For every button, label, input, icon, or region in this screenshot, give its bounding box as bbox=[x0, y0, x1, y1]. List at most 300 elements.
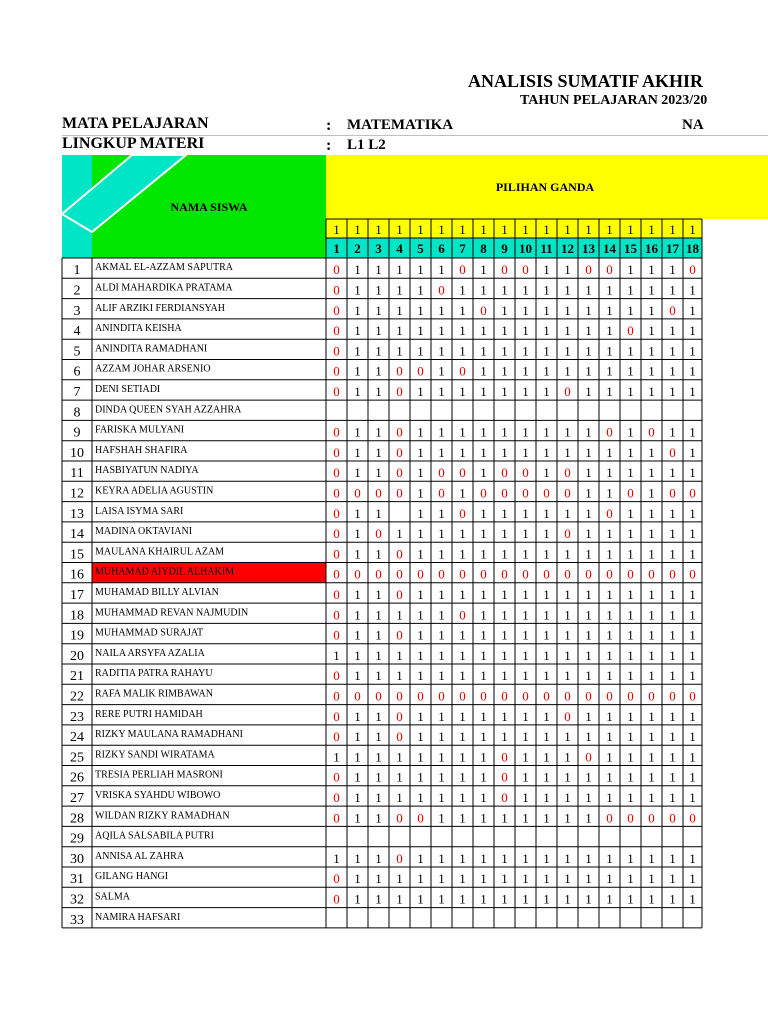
score-cell: 1 bbox=[438, 607, 445, 623]
score-cell: 1 bbox=[459, 668, 466, 684]
question-number: 6 bbox=[438, 241, 445, 256]
row-number: 14 bbox=[70, 527, 84, 543]
score-cell: 1 bbox=[648, 363, 655, 379]
score-cell: 1 bbox=[459, 789, 466, 805]
score-cell: 1 bbox=[627, 708, 634, 724]
score-cell: 1 bbox=[669, 586, 676, 602]
report-subtitle: TAHUN PELAJARAN 2023/20 bbox=[520, 93, 708, 108]
score-cell: 0 bbox=[501, 485, 508, 501]
score-cell: 1 bbox=[438, 526, 445, 542]
score-cell: 1 bbox=[669, 708, 676, 724]
score-cell: 1 bbox=[396, 749, 403, 765]
score-cell: 1 bbox=[627, 789, 634, 805]
score-cell: 1 bbox=[459, 647, 466, 663]
score-cell: 1 bbox=[396, 789, 403, 805]
score-cell: 1 bbox=[543, 668, 550, 684]
score-cell: 0 bbox=[375, 485, 382, 501]
score-cell: 0 bbox=[564, 526, 571, 542]
question-number: 9 bbox=[501, 241, 508, 256]
score-cell: 1 bbox=[689, 729, 696, 745]
score-cell: 1 bbox=[689, 323, 696, 339]
score-cell: 1 bbox=[438, 627, 445, 643]
score-cell: 1 bbox=[669, 526, 676, 542]
score-cell: 0 bbox=[417, 810, 424, 826]
score-cell: 1 bbox=[417, 424, 424, 440]
score-cell: 0 bbox=[627, 566, 634, 582]
student-name: GILANG HANGI bbox=[95, 871, 169, 883]
weight-cell: 1 bbox=[564, 222, 571, 237]
row-number: 5 bbox=[73, 344, 81, 360]
row-number: 3 bbox=[73, 303, 81, 319]
row-number: 12 bbox=[70, 486, 84, 502]
score-cell: 1 bbox=[648, 444, 655, 460]
score-cell: 0 bbox=[606, 262, 613, 278]
score-cell: 1 bbox=[396, 262, 403, 278]
score-cell: 1 bbox=[417, 708, 424, 724]
score-cell: 0 bbox=[648, 688, 655, 704]
score-cell: 1 bbox=[396, 647, 403, 663]
score-cell: 1 bbox=[564, 647, 571, 663]
score-cell: 1 bbox=[522, 505, 529, 521]
score-cell: 1 bbox=[627, 546, 634, 562]
score-cell: 1 bbox=[480, 526, 487, 542]
score-cell: 1 bbox=[669, 769, 676, 785]
score-cell: 1 bbox=[438, 749, 445, 765]
score-cell: 1 bbox=[606, 546, 613, 562]
score-cell: 1 bbox=[522, 647, 529, 663]
score-cell: 1 bbox=[543, 729, 550, 745]
score-cell: 1 bbox=[459, 444, 466, 460]
score-cell: 0 bbox=[438, 566, 445, 582]
score-cell: 0 bbox=[333, 586, 340, 602]
score-cell: 0 bbox=[417, 363, 424, 379]
score-cell: 1 bbox=[627, 505, 634, 521]
score-cell: 1 bbox=[417, 465, 424, 481]
row-number: 25 bbox=[70, 750, 84, 766]
score-cell: 1 bbox=[438, 668, 445, 684]
score-cell: 1 bbox=[585, 810, 592, 826]
question-number: 11 bbox=[540, 241, 553, 256]
score-cell: 1 bbox=[480, 546, 487, 562]
score-cell: 0 bbox=[543, 688, 550, 704]
score-cell: 0 bbox=[501, 789, 508, 805]
score-cell: 1 bbox=[648, 789, 655, 805]
score-cell: 1 bbox=[627, 383, 634, 399]
score-cell: 1 bbox=[354, 586, 361, 602]
score-cell: 1 bbox=[543, 891, 550, 907]
student-name: RAFA MALIK RIMBAWAN bbox=[95, 688, 213, 700]
score-cell: 0 bbox=[333, 465, 340, 481]
score-cell: 0 bbox=[648, 424, 655, 440]
score-cell: 1 bbox=[375, 871, 382, 887]
score-cell: 1 bbox=[627, 363, 634, 379]
weight-cell: 1 bbox=[689, 222, 696, 237]
score-cell: 0 bbox=[333, 688, 340, 704]
score-cell: 1 bbox=[669, 363, 676, 379]
score-cell: 1 bbox=[627, 647, 634, 663]
score-cell: 0 bbox=[606, 566, 613, 582]
score-cell: 1 bbox=[627, 526, 634, 542]
score-cell: 0 bbox=[396, 729, 403, 745]
row-number: 29 bbox=[70, 831, 84, 847]
score-cell: 0 bbox=[501, 749, 508, 765]
score-cell: 0 bbox=[333, 343, 340, 359]
score-cell: 1 bbox=[459, 323, 466, 339]
score-cell: 1 bbox=[354, 871, 361, 887]
score-cell: 1 bbox=[627, 343, 634, 359]
student-name: ALDI MAHARDIKA PRATAMA bbox=[95, 282, 233, 294]
row-number: 26 bbox=[70, 770, 84, 786]
score-cell: 0 bbox=[480, 566, 487, 582]
score-cell: 1 bbox=[438, 891, 445, 907]
student-name: ALIF ARZIKI FERDIANSYAH bbox=[95, 302, 226, 314]
row-number: 30 bbox=[70, 851, 84, 867]
score-cell: 1 bbox=[375, 668, 382, 684]
score-cell: 1 bbox=[689, 708, 696, 724]
score-cell: 1 bbox=[459, 871, 466, 887]
score-cell: 1 bbox=[417, 505, 424, 521]
score-cell: 1 bbox=[543, 262, 550, 278]
score-cell: 1 bbox=[669, 729, 676, 745]
score-cell: 1 bbox=[564, 668, 571, 684]
row-number: 17 bbox=[70, 587, 84, 603]
score-cell: 1 bbox=[585, 647, 592, 663]
row-number: 15 bbox=[70, 547, 84, 563]
score-cell: 0 bbox=[689, 566, 696, 582]
score-cell: 0 bbox=[689, 688, 696, 704]
score-cell: 1 bbox=[501, 729, 508, 745]
score-cell: 1 bbox=[606, 444, 613, 460]
score-cell: 0 bbox=[606, 424, 613, 440]
weight-cell: 1 bbox=[354, 222, 361, 237]
score-cell: 1 bbox=[375, 343, 382, 359]
score-cell: 1 bbox=[417, 850, 424, 866]
score-cell: 1 bbox=[459, 729, 466, 745]
score-cell: 1 bbox=[585, 850, 592, 866]
score-cell: 1 bbox=[564, 546, 571, 562]
row-number: 8 bbox=[73, 405, 81, 421]
weight-cell: 1 bbox=[669, 222, 676, 237]
score-cell: 1 bbox=[648, 343, 655, 359]
score-cell: 1 bbox=[480, 729, 487, 745]
score-cell: 1 bbox=[522, 383, 529, 399]
score-cell: 1 bbox=[564, 343, 571, 359]
score-cell: 0 bbox=[396, 485, 403, 501]
score-cell: 1 bbox=[354, 850, 361, 866]
score-cell: 1 bbox=[417, 891, 424, 907]
score-cell: 1 bbox=[459, 627, 466, 643]
score-cell: 1 bbox=[438, 343, 445, 359]
score-cell: 1 bbox=[438, 505, 445, 521]
score-cell: 0 bbox=[354, 566, 361, 582]
score-cell: 1 bbox=[669, 871, 676, 887]
score-cell: 1 bbox=[648, 647, 655, 663]
score-cell: 1 bbox=[501, 323, 508, 339]
score-cell: 0 bbox=[627, 810, 634, 826]
score-cell: 1 bbox=[543, 749, 550, 765]
score-cell: 1 bbox=[669, 749, 676, 765]
score-cell: 1 bbox=[606, 485, 613, 501]
score-cell: 1 bbox=[354, 708, 361, 724]
score-cell: 1 bbox=[459, 485, 466, 501]
row-number: 7 bbox=[73, 384, 81, 400]
question-number: 5 bbox=[417, 241, 424, 256]
score-cell: 1 bbox=[522, 668, 529, 684]
score-cell: 1 bbox=[417, 282, 424, 298]
score-cell: 1 bbox=[396, 323, 403, 339]
score-cell: 1 bbox=[354, 444, 361, 460]
score-cell: 1 bbox=[627, 749, 634, 765]
score-cell: 1 bbox=[522, 302, 529, 318]
score-cell: 1 bbox=[606, 383, 613, 399]
score-cell: 1 bbox=[354, 729, 361, 745]
score-cell: 1 bbox=[480, 465, 487, 481]
score-cell: 1 bbox=[354, 546, 361, 562]
score-cell: 1 bbox=[438, 444, 445, 460]
row-number: 21 bbox=[70, 669, 84, 685]
score-cell: 0 bbox=[333, 871, 340, 887]
score-cell: 1 bbox=[585, 546, 592, 562]
score-cell: 0 bbox=[669, 688, 676, 704]
score-cell: 1 bbox=[396, 668, 403, 684]
score-cell: 1 bbox=[375, 708, 382, 724]
weight-cell: 1 bbox=[396, 222, 403, 237]
scope-label: LINGKUP MATERI bbox=[62, 135, 205, 152]
student-rows bbox=[62, 258, 702, 928]
score-cell: 1 bbox=[564, 871, 571, 887]
score-cell: 1 bbox=[480, 607, 487, 623]
score-cell: 1 bbox=[543, 302, 550, 318]
score-cell: 1 bbox=[354, 343, 361, 359]
score-cell: 1 bbox=[480, 323, 487, 339]
score-cell: 1 bbox=[501, 647, 508, 663]
score-cell: 0 bbox=[585, 749, 592, 765]
score-cell: 1 bbox=[627, 769, 634, 785]
score-cell: 1 bbox=[648, 282, 655, 298]
score-cell: 1 bbox=[648, 526, 655, 542]
score-cell: 1 bbox=[417, 789, 424, 805]
score-cell: 0 bbox=[543, 485, 550, 501]
weight-cell: 1 bbox=[480, 222, 487, 237]
score-cell: 0 bbox=[459, 363, 466, 379]
score-cell: 1 bbox=[606, 363, 613, 379]
score-cell: 1 bbox=[480, 343, 487, 359]
score-cell: 0 bbox=[459, 465, 466, 481]
score-cell: 1 bbox=[438, 769, 445, 785]
score-cell: 1 bbox=[438, 871, 445, 887]
student-name: MADINA OKTAVIANI bbox=[95, 526, 193, 538]
score-cell: 1 bbox=[648, 302, 655, 318]
score-cell: 1 bbox=[459, 383, 466, 399]
score-cell: 1 bbox=[522, 769, 529, 785]
score-cell: 0 bbox=[648, 810, 655, 826]
score-cell: 1 bbox=[417, 607, 424, 623]
score-cell: 0 bbox=[669, 566, 676, 582]
score-cell: 1 bbox=[396, 607, 403, 623]
score-cell: 1 bbox=[627, 302, 634, 318]
student-name: RADITIA PATRA RAHAYU bbox=[95, 668, 213, 680]
score-cell: 0 bbox=[606, 810, 613, 826]
score-cell: 1 bbox=[689, 627, 696, 643]
score-cell: 0 bbox=[396, 546, 403, 562]
score-cell: 1 bbox=[669, 505, 676, 521]
score-cell: 1 bbox=[375, 546, 382, 562]
score-cell: 1 bbox=[648, 546, 655, 562]
score-cell: 1 bbox=[689, 789, 696, 805]
score-cell: 0 bbox=[333, 363, 340, 379]
row-number: 23 bbox=[70, 709, 84, 725]
score-cell: 1 bbox=[438, 586, 445, 602]
student-name: AQILA SALSABILA PUTRI bbox=[95, 830, 214, 842]
score-cell: 0 bbox=[333, 789, 340, 805]
score-cell: 1 bbox=[564, 586, 571, 602]
weight-cell: 1 bbox=[438, 222, 445, 237]
score-cell: 1 bbox=[396, 526, 403, 542]
score-cell: 1 bbox=[543, 789, 550, 805]
score-cell: 0 bbox=[627, 485, 634, 501]
score-cell: 1 bbox=[689, 668, 696, 684]
score-cell: 1 bbox=[375, 383, 382, 399]
score-cell: 1 bbox=[459, 546, 466, 562]
subject-label: MATA PELAJARAN bbox=[62, 115, 209, 132]
student-name: AZZAM JOHAR ARSENIO bbox=[95, 363, 211, 375]
score-cell: 1 bbox=[606, 323, 613, 339]
score-cell: 1 bbox=[606, 586, 613, 602]
score-cell: 0 bbox=[564, 566, 571, 582]
score-cell: 1 bbox=[522, 323, 529, 339]
score-cell: 1 bbox=[627, 729, 634, 745]
score-cell: 1 bbox=[689, 586, 696, 602]
score-cell: 1 bbox=[606, 526, 613, 542]
score-cell: 0 bbox=[396, 850, 403, 866]
score-cell: 1 bbox=[689, 526, 696, 542]
score-cell: 0 bbox=[522, 485, 529, 501]
score-cell: 1 bbox=[480, 810, 487, 826]
score-cell: 0 bbox=[333, 444, 340, 460]
score-cell: 1 bbox=[543, 383, 550, 399]
score-cell: 1 bbox=[627, 607, 634, 623]
score-cell: 1 bbox=[564, 323, 571, 339]
score-cell: 0 bbox=[522, 566, 529, 582]
score-cell: 1 bbox=[669, 282, 676, 298]
score-cell: 1 bbox=[417, 444, 424, 460]
score-cell: 1 bbox=[417, 668, 424, 684]
score-cell: 1 bbox=[689, 465, 696, 481]
score-cell: 1 bbox=[543, 424, 550, 440]
score-cell: 0 bbox=[438, 688, 445, 704]
score-cell: 0 bbox=[333, 729, 340, 745]
score-cell: 1 bbox=[417, 485, 424, 501]
score-cell: 0 bbox=[438, 485, 445, 501]
row-number: 9 bbox=[73, 425, 81, 441]
score-cell: 1 bbox=[606, 891, 613, 907]
score-cell: 0 bbox=[564, 708, 571, 724]
score-cell: 1 bbox=[375, 444, 382, 460]
score-cell: 0 bbox=[480, 688, 487, 704]
score-cell: 1 bbox=[564, 444, 571, 460]
score-cell: 0 bbox=[396, 627, 403, 643]
score-cell: 1 bbox=[585, 526, 592, 542]
score-cell: 0 bbox=[480, 302, 487, 318]
score-cell: 1 bbox=[585, 505, 592, 521]
score-cell: 0 bbox=[501, 566, 508, 582]
score-cell: 1 bbox=[669, 383, 676, 399]
score-cell: 1 bbox=[689, 749, 696, 765]
score-cell: 1 bbox=[564, 810, 571, 826]
score-cell: 1 bbox=[375, 810, 382, 826]
score-cell: 1 bbox=[585, 343, 592, 359]
score-cell: 1 bbox=[606, 729, 613, 745]
name-column-header: NAMA SISWA bbox=[170, 200, 248, 214]
score-cell: 1 bbox=[585, 282, 592, 298]
score-cell: 1 bbox=[522, 891, 529, 907]
weight-row-bg bbox=[326, 219, 702, 238]
score-cell: 1 bbox=[606, 343, 613, 359]
score-cell: 1 bbox=[689, 607, 696, 623]
score-cell: 1 bbox=[689, 343, 696, 359]
score-cell: 0 bbox=[333, 282, 340, 298]
score-cell: 0 bbox=[501, 465, 508, 481]
score-cell: 1 bbox=[375, 627, 382, 643]
score-cell: 1 bbox=[375, 749, 382, 765]
score-cell: 0 bbox=[585, 566, 592, 582]
score-cell: 1 bbox=[417, 262, 424, 278]
score-cell: 1 bbox=[543, 526, 550, 542]
score-cell: 1 bbox=[543, 607, 550, 623]
student-name: ANINDITA KEISHA bbox=[95, 323, 182, 335]
score-cell: 1 bbox=[501, 363, 508, 379]
score-cell: 0 bbox=[333, 424, 340, 440]
scope-colon: : bbox=[326, 137, 332, 154]
score-cell: 1 bbox=[354, 262, 361, 278]
row-number: 10 bbox=[70, 445, 84, 461]
score-cell: 1 bbox=[648, 607, 655, 623]
score-cell: 1 bbox=[585, 465, 592, 481]
score-cell: 1 bbox=[459, 891, 466, 907]
score-cell: 1 bbox=[480, 505, 487, 521]
score-cell: 1 bbox=[564, 363, 571, 379]
score-cell: 1 bbox=[627, 465, 634, 481]
weight-cell: 1 bbox=[459, 222, 466, 237]
student-name: HAFSHAH SHAFIRA bbox=[95, 444, 188, 456]
student-name: SALMA bbox=[95, 891, 131, 903]
score-cell: 1 bbox=[522, 343, 529, 359]
score-cell: 1 bbox=[648, 586, 655, 602]
score-cell: 1 bbox=[648, 627, 655, 643]
score-cell: 0 bbox=[564, 485, 571, 501]
score-cell: 0 bbox=[333, 505, 340, 521]
score-cell: 1 bbox=[585, 485, 592, 501]
score-cell: 1 bbox=[459, 302, 466, 318]
score-cell: 1 bbox=[354, 668, 361, 684]
score-cell: 1 bbox=[375, 505, 382, 521]
score-cell: 0 bbox=[501, 688, 508, 704]
score-cell: 0 bbox=[333, 485, 340, 501]
student-name: DENI SETIADI bbox=[95, 383, 161, 395]
score-cell: 0 bbox=[354, 688, 361, 704]
score-cell: 1 bbox=[417, 586, 424, 602]
score-cell: 1 bbox=[648, 729, 655, 745]
question-number: 3 bbox=[375, 241, 382, 256]
score-cell: 1 bbox=[354, 769, 361, 785]
score-cell: 1 bbox=[543, 810, 550, 826]
score-cell: 0 bbox=[585, 688, 592, 704]
score-cell: 1 bbox=[543, 708, 550, 724]
row-number: 1 bbox=[73, 263, 81, 279]
score-cell: 1 bbox=[354, 282, 361, 298]
score-cell: 1 bbox=[543, 586, 550, 602]
weight-cell: 1 bbox=[648, 222, 655, 237]
